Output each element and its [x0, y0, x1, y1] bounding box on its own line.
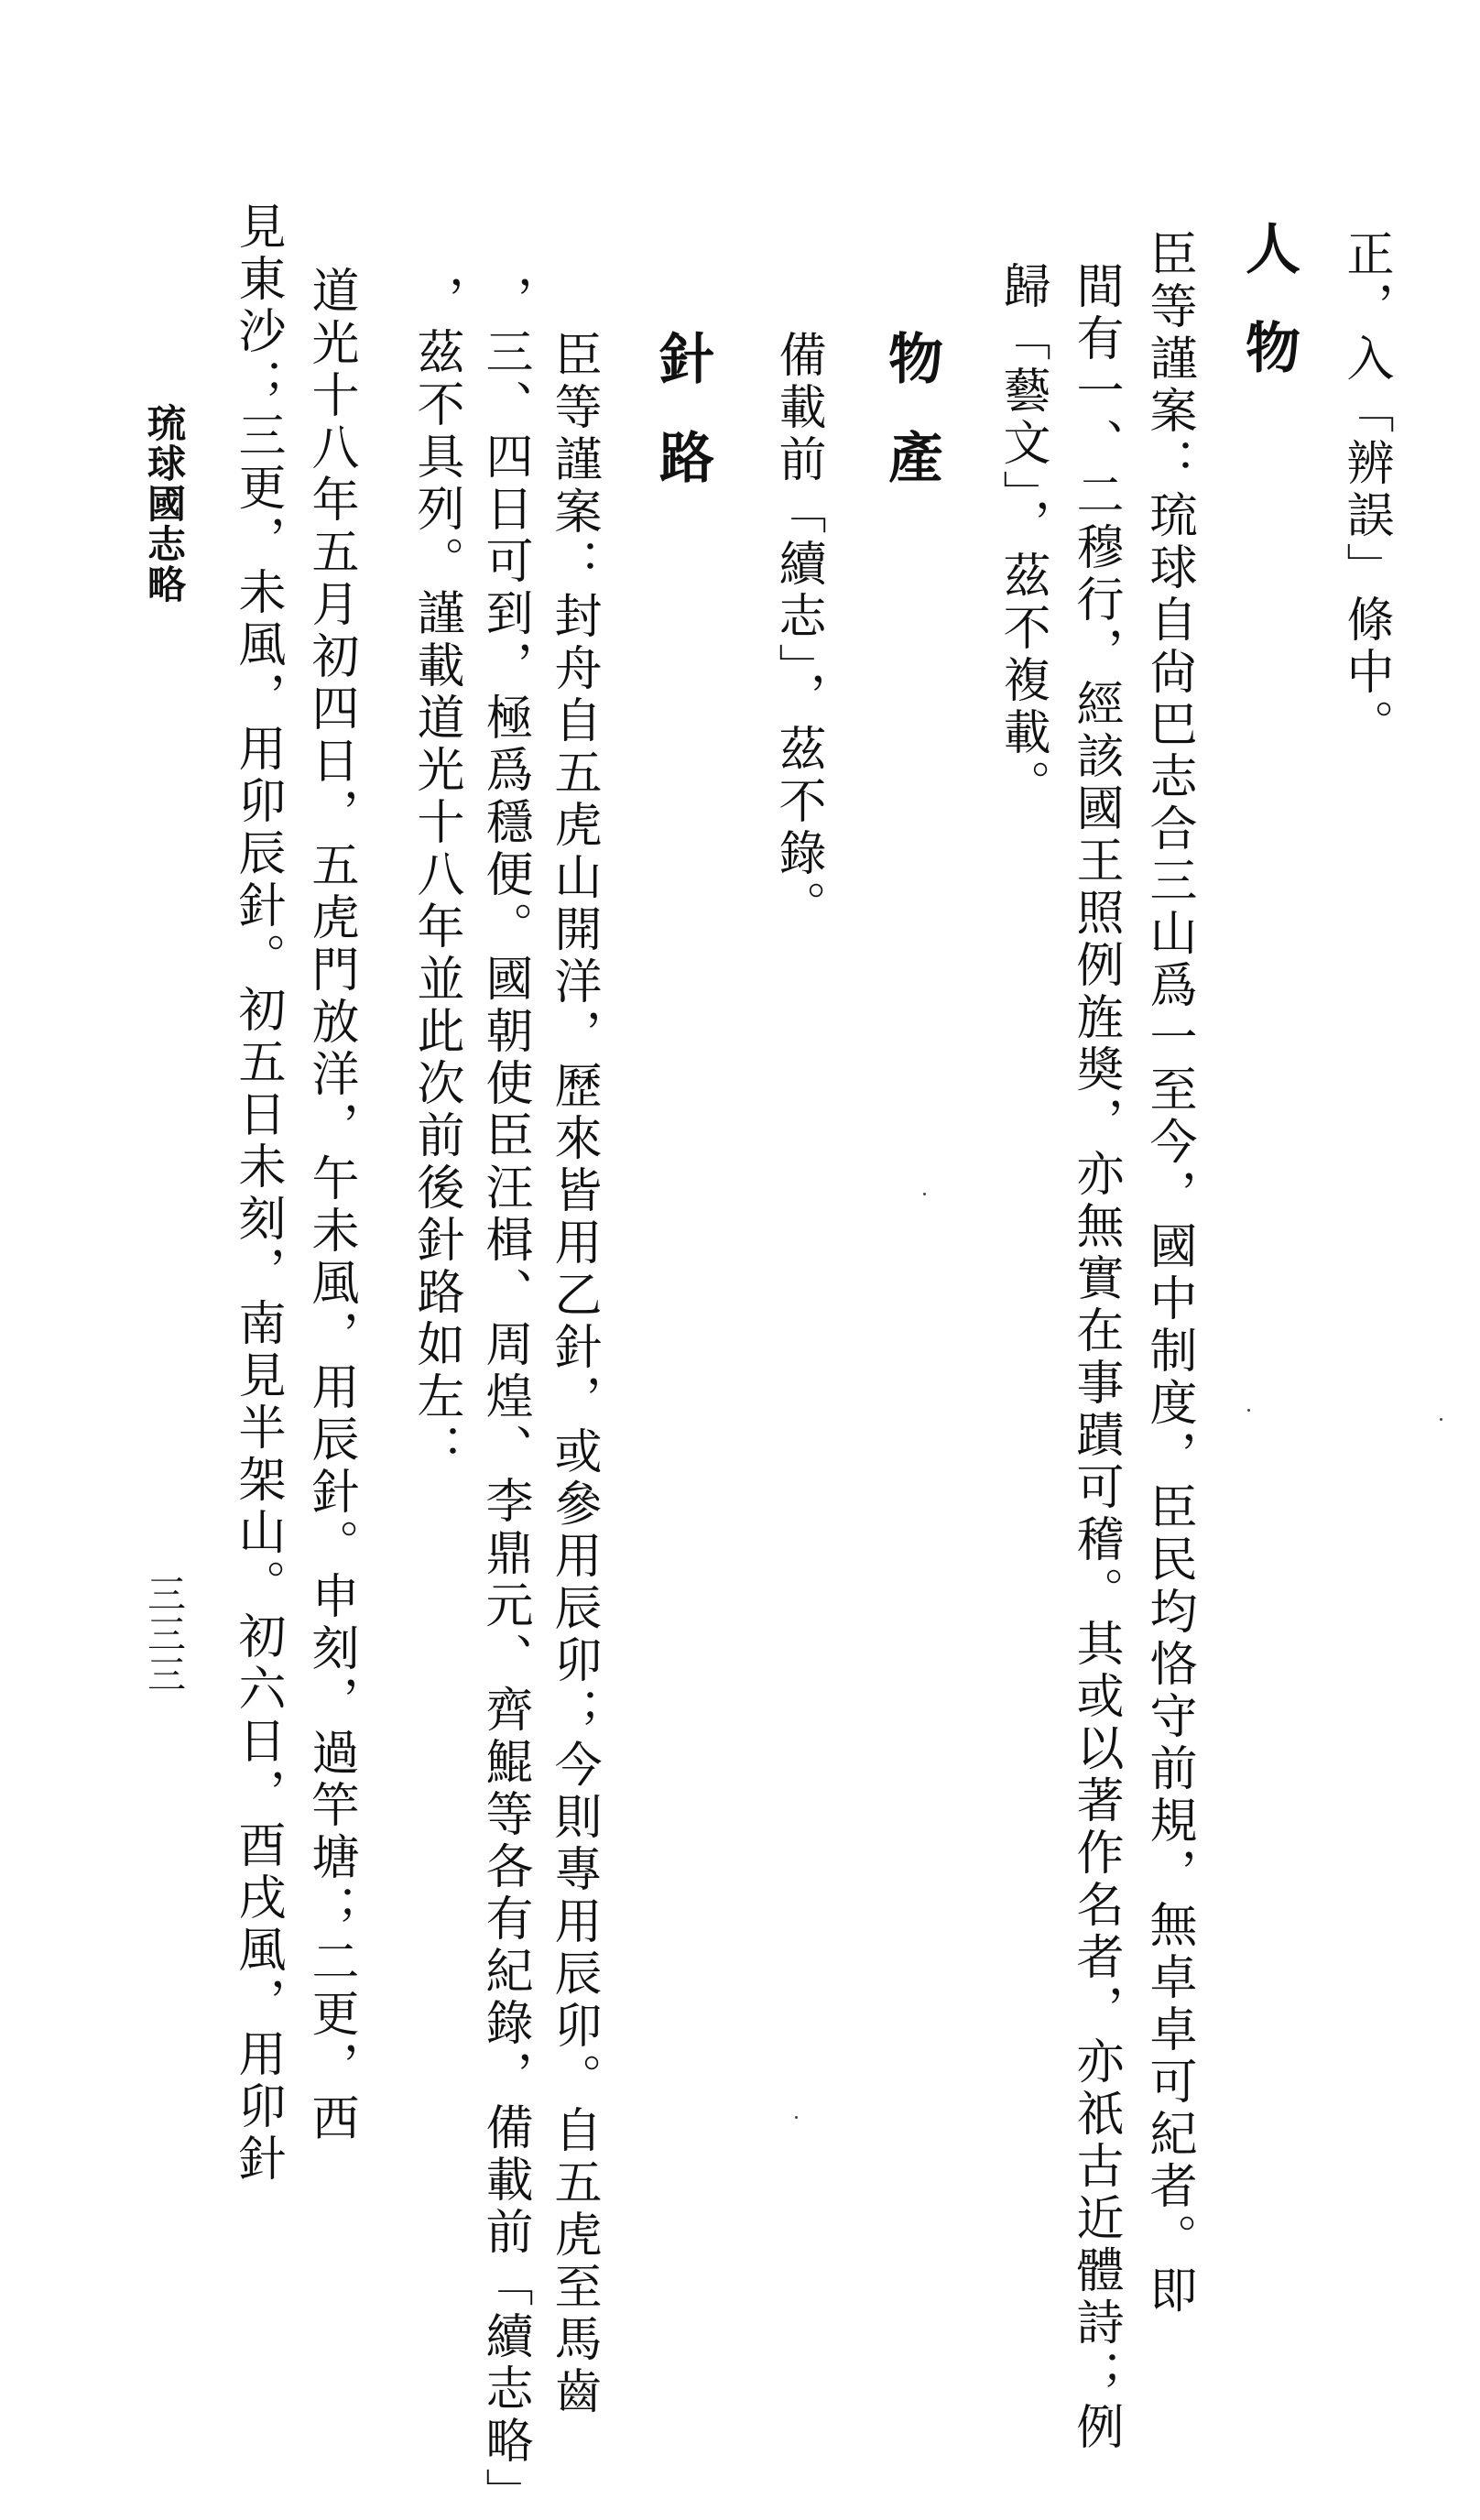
page-number: 三三三: [142, 1574, 187, 1695]
text-column-3: 臣等謹案：琉球自尙巴志合三山爲一至今，國中制度，臣民均恪守前規，無卓卓可紀者。即: [1141, 229, 1196, 2318]
section-heading-people: 人物: [1236, 220, 1300, 418]
text-column-7: 備載前「續志」，茲不錄。: [770, 330, 825, 933]
book-title-footer: 琉球國志略: [142, 403, 187, 605]
section-heading-routes: 針路: [650, 330, 714, 528]
scan-speck: [1440, 1418, 1442, 1421]
text-column-11: ，茲不具列。謹載道光十八年並此次前後針路如左：: [408, 275, 463, 1476]
scan-speck: [923, 1193, 926, 1195]
text-column-12: 道光十八年五月初四日，五虎門放洋，午未風，用辰針。申刻，過竿塘；二更，西: [303, 266, 358, 2145]
text-column-10: ，三、四日可到，極爲穩便。國朝使臣汪楫、周煌、李鼎元、齊鯤等各有紀錄，備載前「續志略」: [477, 275, 532, 2520]
scan-speck: [1247, 1409, 1250, 1412]
text-column-1: 正，入「辨誤」條中。: [1338, 229, 1393, 751]
text-column-9: 臣等謹案：封舟自五虎山開洋，歷來皆用乙針，或參用辰卯；今則專用辰卯。自五虎至馬齒: [546, 330, 601, 2418]
section-heading-products: 物產: [879, 330, 943, 528]
text-column-13: 見東沙；三更，未風，用卯辰針。初五日未刻，南見半架山。初六日，酉戌風，用卯針: [230, 202, 285, 2186]
scan-speck: [795, 2116, 798, 2119]
text-column-5: 歸「藝文」，茲不複載。: [995, 261, 1050, 812]
text-column-4: 間有一、二穆行，經該國王照例旌奬，亦無實在事蹟可稽。其或以著作名者，亦祇古近體詩；例: [1068, 261, 1123, 2454]
